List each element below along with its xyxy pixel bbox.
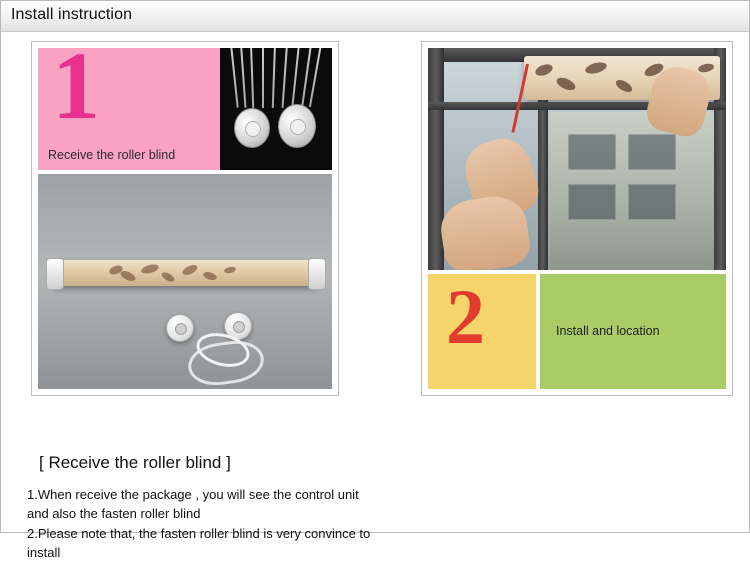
step-2-number: 2: [446, 273, 485, 360]
bead-chain-strand: [282, 48, 288, 108]
control-unit-photo: [220, 48, 332, 170]
step-1-heading: [ Receive the roller blind ]: [39, 453, 231, 472]
spool-hub: [290, 119, 306, 135]
roller-end-cap: [308, 258, 326, 290]
step-1-line-1: 1.When receive the package , you will see the control unit and also the fasten roller blind: [27, 487, 359, 521]
step-1-line-2: 2.Please note that, the fasten roller blind is very convince to install: [27, 526, 371, 560]
step-1-number: 1: [52, 48, 100, 139]
outside-window: [568, 134, 616, 170]
bead-chain-strand: [250, 48, 254, 108]
outside-window: [628, 134, 676, 170]
bead-chain-strand: [272, 48, 276, 108]
bead-chain-strand: [230, 48, 239, 108]
bead-chain-strand: [240, 48, 246, 108]
step-1-column: [13, 41, 373, 560]
control-unit-spool: [234, 108, 270, 148]
page-header: [1, 1, 749, 32]
bracket-hole: [233, 321, 245, 333]
step-1-badge-caption: Receive the roller blind: [48, 148, 176, 162]
step-1-top-row: [38, 48, 332, 170]
step-2-yellow-badge: [428, 274, 536, 389]
outside-window: [628, 184, 676, 220]
bead-chain-strand: [262, 48, 264, 108]
step-1-body: [27, 485, 377, 563]
step-2-green-badge: [540, 274, 726, 389]
fastener-bracket: [166, 314, 194, 342]
bead-chain-strand: [309, 48, 322, 107]
control-unit-spool: [278, 104, 316, 148]
roller-end-cap: [46, 258, 64, 290]
step-2-bottom-row: [428, 274, 726, 389]
installation-photo: [428, 48, 726, 270]
fabric-pattern-graphic: [98, 262, 248, 284]
page-title: Install instruction: [11, 6, 133, 23]
step-1-image-frame: [31, 41, 339, 396]
step-2-image-inner: [428, 48, 726, 389]
roller-blind-parts-photo: [38, 174, 332, 389]
outside-window: [568, 184, 616, 220]
step-2-badge-caption: Install and location: [556, 324, 660, 338]
step-1-image-inner: [38, 48, 332, 389]
step-1-pink-badge: [38, 48, 220, 170]
spool-hub: [245, 121, 261, 137]
bead-chain-strand: [291, 48, 300, 108]
step-2-image-frame: [421, 41, 733, 396]
step-2-column: [387, 41, 739, 396]
bracket-hole: [175, 323, 187, 335]
